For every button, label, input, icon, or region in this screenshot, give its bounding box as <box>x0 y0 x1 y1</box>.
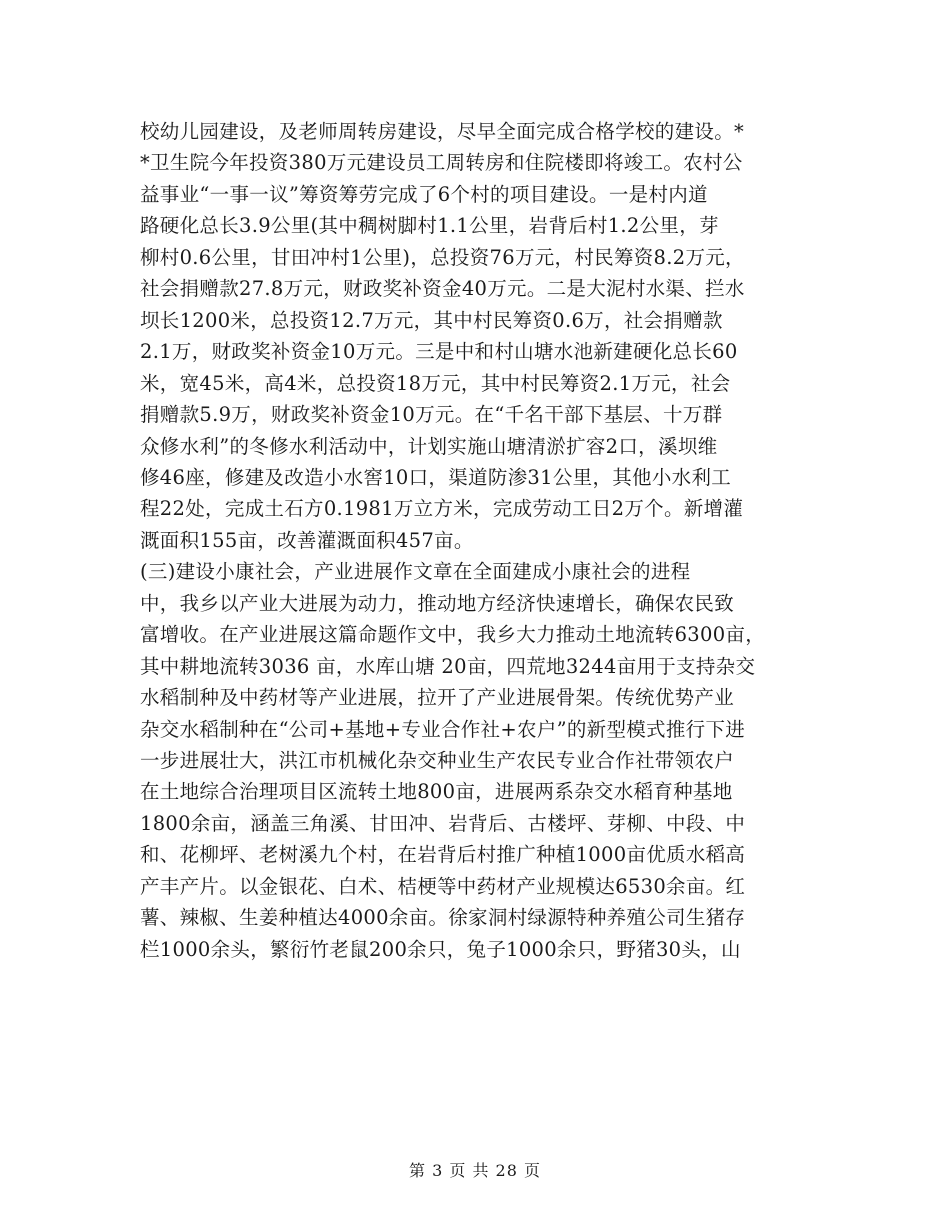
text-line: 社会捐赠款27.8万元，财政奖补资金40万元。二是大泥村水渠、拦水 <box>140 277 745 301</box>
text-line: 一步进展壮大，洪江市机械化杂交种业生产农民专业合作社带领农户 <box>140 749 735 772</box>
text-line: 薯、辣椒、生姜种植达4000余亩。徐家洞村绿源特种养殖公司生猪存 <box>140 906 746 930</box>
text-line: *卫生院今年投资380万元建设员工周转房和住院楼即将竣工。农村公 <box>140 151 743 175</box>
text-line: 众修水利”的冬修水利活动中，计划实施山塘清淤扩容2口，溪坝维 <box>140 434 718 458</box>
text-line: 产丰产片。以金银花、白术、桔梗等中药材产业规模达6530余亩。红 <box>140 874 746 898</box>
text-line: 2.1万，财政奖补资金10万元。三是中和村山塘水池新建硬化总长60 <box>140 340 738 364</box>
text-line: 富增收。在产业进展这篇命题作文中，我乡大力推动土地流转6300亩， <box>140 623 766 647</box>
text-line: 其中耕地流转3036 亩，水库山塘 20亩，四荒地3244亩用于支持杂交 <box>140 654 756 678</box>
text-line: 柳村0.6公里，甘田冲村1公里)，总投资76万元，村民筹资8.2万元， <box>140 245 745 269</box>
text-line: 1800余亩，涵盖三角溪、甘田冲、岩背后、古楼坪、芽柳、中段、中 <box>140 811 746 835</box>
text-line: 校幼儿园建设，及老师周转房建设，尽早全面完成合格学校的建设。* <box>140 120 745 143</box>
page-footer: 第 3 页 共 28 页 <box>409 1161 541 1180</box>
text-line: 和、花柳坪、老树溪九个村，在岩背后村推广种植1000亩优质水稻高 <box>140 843 746 867</box>
text-line: 捐赠款5.9万，财政奖补资金10万元。在“千名干部下基层、十万群 <box>140 403 723 427</box>
text-line: 中，我乡以产业大进展为动力，推动地方经济快速增长，确保农民致 <box>140 591 735 615</box>
text-line: 坝长1200米，总投资12.7万元，其中村民筹资0.6万，社会捐赠款 <box>140 308 723 332</box>
text-line: 益事业“一事一议”筹资筹劳完成了6个村的项目建设。一是村内道 <box>140 182 708 206</box>
text-line: 程22处，完成土石方0.1981万立方米，完成劳动工日2万个。新增灌 <box>140 497 744 521</box>
text-line: 路硬化总长3.9公里(其中稠树脚村1.1公里，岩背后村1.2公里，芽 <box>140 214 719 238</box>
text-line: (三)建设小康社会，产业进展作文章在全面建成小康社会的进程 <box>140 560 691 584</box>
text-line: 水稻制种及中药材等产业进展，拉开了产业进展骨架。传统优势产业 <box>140 686 735 710</box>
text-line: 杂交水稻制种在“公司+基地+专业合作社+农户”的新型模式推行下进 <box>140 717 746 741</box>
text-line: 米，宽45米，高4米，总投资18万元，其中村民筹资2.1万元，社会 <box>140 371 731 395</box>
text-line: 修46座，修建及改造小水窖10口，渠道防渗31公里，其他小水利工 <box>140 465 732 489</box>
text-line: 栏1000余头，繁衍竹老鼠200余只，兔子1000余只，野猪30头，山 <box>140 937 741 961</box>
text-line: 在土地综合治理项目区流转土地800亩，进展两系杂交水稻育种基地 <box>140 780 733 804</box>
text-line: 溉面积155亩，改善灌溉面积457亩。 <box>140 528 474 552</box>
